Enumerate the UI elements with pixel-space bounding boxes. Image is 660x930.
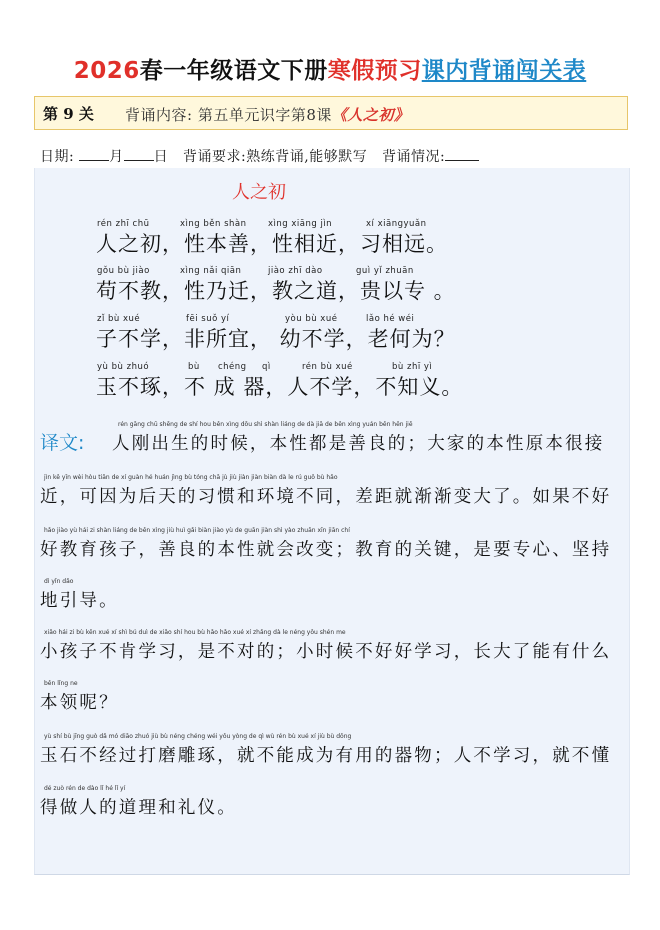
pinyin: yù bù zhuó xyxy=(97,362,150,372)
translation-line: 本领呢？ xyxy=(40,693,119,713)
translation-pinyin: hǎo jiào yù hái zi shàn liáng de běn xìng jiù huì gǎi biàn jiào yù de guān jiàn shì yào zhuān xīn jiān chí xyxy=(44,527,350,534)
translation-line: 玉石不经过打磨雕琢，就不能成为有用的器物；人不学习，就不懂 xyxy=(40,746,612,766)
poem-line: 苟不教，性乃迁，教之道，贵以专 。 xyxy=(96,279,456,303)
poem-title: 人之初 xyxy=(232,182,286,203)
pinyin: jiào zhī dào xyxy=(268,266,323,276)
level-number: 第 9 关 xyxy=(43,105,94,123)
translation-pinyin: dé zuò rén de dào lǐ hé lǐ yí xyxy=(44,785,126,792)
status-blank xyxy=(445,148,479,161)
content-text: 第五单元识字第8课 xyxy=(197,106,332,124)
title-part3: 课内背诵闯关表 xyxy=(421,58,587,84)
content-label: 背诵内容: xyxy=(125,106,193,124)
pinyin: lǎo hé wéi xyxy=(366,314,415,324)
requirement-label: 背诵要求: xyxy=(183,149,247,165)
date-label: 日期: xyxy=(40,149,75,165)
title-part2: 寒假预习 xyxy=(327,58,422,84)
pinyin: zǐ bù xué xyxy=(97,314,141,324)
pinyin: chéng xyxy=(218,362,247,372)
translation-pinyin: dì yǐn dǎo xyxy=(44,578,74,585)
translation-line: 小孩子不肯学习，是不对的；小时候不好好学习，长大了能有什么 xyxy=(40,642,612,662)
title-part1: 春一年级语文下册 xyxy=(139,58,328,84)
translation-line: 地引导。 xyxy=(40,591,119,611)
pinyin: gǒu bù jiào xyxy=(97,266,150,276)
translation-pinyin: yù shí bù jīng guò dǎ mó diāo zhuó jiù bù néng chéng wéi yǒu yòng de qì wù rén bù xué xí jiù bù dǒng xyxy=(44,733,352,740)
translation-pinyin: rén gāng chū shēng de shí hou běn xìng dōu shì shàn liáng de dà jiā de běn xìng yuán běn hěn jiē xyxy=(118,421,413,428)
pinyin: xìng nǎi qiān xyxy=(180,266,242,276)
level-content xyxy=(125,104,409,125)
level-bar xyxy=(34,96,628,130)
translation-pinyin: běn lǐng ne xyxy=(44,680,78,687)
pinyin: xí xiāngyuǎn xyxy=(366,219,427,229)
pinyin: yòu bù xué xyxy=(285,314,338,324)
pinyin: rén bù xué xyxy=(302,362,353,372)
day-label: 日 xyxy=(153,149,169,165)
day-blank xyxy=(124,148,154,161)
translation-line: 近，可因为后天的习惯和环境不同，差距就渐渐变大了。如果不好 xyxy=(40,487,612,507)
info-line xyxy=(40,146,630,166)
pinyin: xìng xiāng jìn xyxy=(268,219,333,229)
pinyin: xìng běn shàn xyxy=(180,219,247,229)
translation-line: 得做人的道理和礼仪。 xyxy=(40,798,237,818)
pinyin: bù zhī yì xyxy=(392,362,433,372)
page-title xyxy=(0,52,660,85)
pinyin: guì yǐ zhuān xyxy=(356,266,414,276)
translation-label: 译文: xyxy=(40,432,85,454)
title-year: 2026 xyxy=(73,58,140,84)
lesson-title: 《人之初》 xyxy=(331,106,410,124)
pinyin: qì xyxy=(262,362,271,372)
translation-pinyin: jìn kě yīn wèi hòu tiān de xí guàn hé huán jìng bù tóng chā jù jiù jiàn jiàn biàn dà le rú guǒ bù hǎo xyxy=(44,474,338,481)
requirement-text: 熟练背诵,能够默写 xyxy=(246,149,368,165)
pinyin: bù xyxy=(188,362,200,372)
status-label: 背诵情况: xyxy=(382,149,446,165)
translation-line: 好教育孩子，善良的本性就会改变；教育的关键，是要专心、坚持 xyxy=(40,540,612,560)
month-blank xyxy=(79,148,109,161)
poem-line: 子不学，非所宜， 幼不学，老何为？ xyxy=(96,327,456,351)
month-label: 月 xyxy=(109,149,124,165)
translation-line: 人刚出生的时候，本性都是善良的；大家的本性原本很接 xyxy=(112,434,605,454)
poem-line: 玉不琢，不 成 器，人不学，不知义。 xyxy=(96,375,464,399)
poem-line: 人之初，性本善，性相近，习相远。 xyxy=(96,232,448,256)
pinyin: rén zhī chū xyxy=(97,219,150,229)
translation-pinyin: xiǎo hái zi bù kěn xué xí shì bú duì de xiǎo shí hou bù hǎo hǎo xué xí zhǎng dà le néng yǒu shén me xyxy=(44,629,346,636)
pinyin: fēi suǒ yí xyxy=(186,314,230,324)
